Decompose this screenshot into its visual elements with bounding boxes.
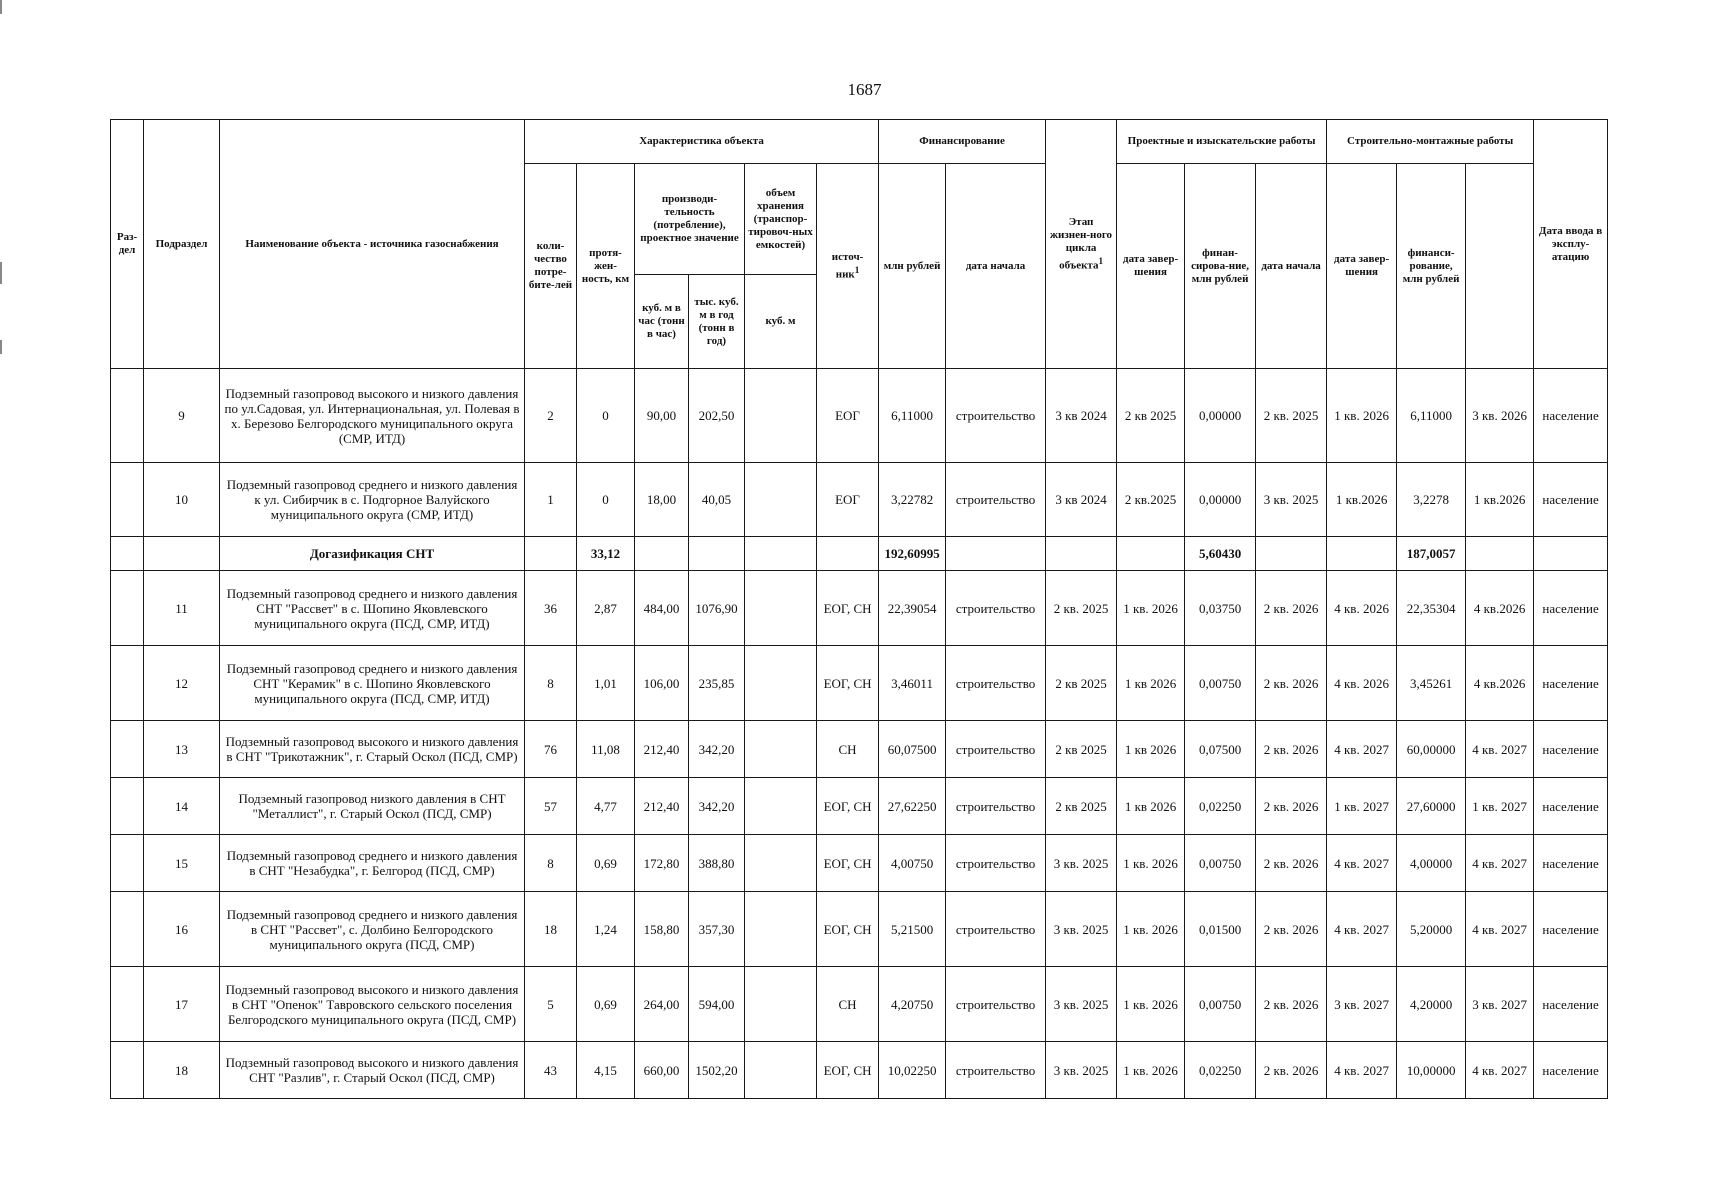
header-capacity: производи-тельность (потребление), проектное значение [635,164,745,275]
cell-object-name: Подземный газопровод среднего и низкого давления СНТ "Керамик" в с. Шопино Яковлевского муниципального округа (ПСД, СМР, ИТД) [220,646,525,721]
cell-podrazdel: 9 [144,369,220,463]
cell-source [817,537,879,571]
cell-consumer-count: 76 [525,721,577,778]
cell-razdel [111,537,144,571]
cell-podrazdel: 13 [144,721,220,778]
cell-razdel [111,571,144,646]
cell-podrazdel: 14 [144,778,220,835]
cell-razdel [111,369,144,463]
cell-length: 2,87 [577,571,635,646]
cell-stage: строительство [946,571,1046,646]
cell-razdel [111,721,144,778]
cell-storage [745,967,817,1042]
table-row [111,571,1608,646]
cell-design-start: 3 кв 2024 [1046,369,1117,463]
header-storage-unit: куб. м [745,275,817,369]
cell-capacity-hour: 172,80 [635,835,689,892]
cell-consumer-count: 18 [525,892,577,967]
cell-design-start: 3 кв. 2025 [1046,835,1117,892]
cell-construction-end [1327,537,1397,571]
table-body [111,369,1608,1099]
cell-capacity-year: 594,00 [689,967,745,1042]
cell-consumer-group: население [1534,369,1608,463]
cell-construction-financing: 27,60000 [1397,778,1466,835]
cell-financing-mln: 192,60995 [879,537,946,571]
cell-storage [745,1042,817,1099]
cell-construction-start: 2 кв. 2026 [1256,892,1327,967]
cell-source: ЕОГ [817,463,879,537]
cell-source: ЕОГ, СН [817,835,879,892]
cell-capacity-hour: 158,80 [635,892,689,967]
cell-consumer-group: население [1534,778,1608,835]
cell-razdel [111,835,144,892]
cell-object-name: Догазификация СНТ [220,537,525,571]
cell-storage [745,537,817,571]
cell-consumer-count: 8 [525,835,577,892]
header-construction-start: дата начала [1256,164,1327,369]
cell-capacity-year: 342,20 [689,721,745,778]
cell-consumer-group [1534,537,1608,571]
table-row [111,778,1608,835]
cell-capacity-hour: 212,40 [635,778,689,835]
cell-financing-mln: 27,62250 [879,778,946,835]
cell-podrazdel: 11 [144,571,220,646]
cell-object-name: Подземный газопровод среднего и низкого давления к ул. Сибирчик в с. Подгорное Валуйского муниципального округа (СМР, ИТД) [220,463,525,537]
cell-commission-date: 1 кв. 2027 [1466,778,1534,835]
cell-construction-start: 2 кв. 2026 [1256,778,1327,835]
header-design-financing: финан-сирова-ние, млн рублей [1185,164,1256,369]
cell-consumer-group: население [1534,721,1608,778]
header-razdel: Раз-дел [111,120,144,369]
cell-commission-date: 3 кв. 2027 [1466,967,1534,1042]
cell-design-financing: 0,00000 [1185,463,1256,537]
cell-object-name: Подземный газопровод высокого и низкого давления по ул.Садовая, ул. Интернациональная, ул. Полевая в х. Березово Белгородского муниципального округа (СМР, ИТД) [220,369,525,463]
cell-construction-financing: 22,35304 [1397,571,1466,646]
cell-financing-mln: 3,22782 [879,463,946,537]
cell-storage [745,369,817,463]
cell-design-financing: 5,60430 [1185,537,1256,571]
scan-edge-mark [0,0,2,14]
cell-design-financing: 0,00750 [1185,835,1256,892]
cell-source: ЕОГ, СН [817,892,879,967]
cell-construction-financing: 5,20000 [1397,892,1466,967]
cell-construction-start: 2 кв. 2026 [1256,646,1327,721]
cell-capacity-hour: 212,40 [635,721,689,778]
cell-construction-financing: 187,0057 [1397,537,1466,571]
cell-source: ЕОГ, СН [817,1042,879,1099]
cell-podrazdel: 17 [144,967,220,1042]
cell-object-name: Подземный газопровод высокого и низкого давления в СНТ "Опенок" Тавровского сельского поселения Белгородского муниципального округа (ПСД, СМР) [220,967,525,1042]
cell-design-end [1117,537,1185,571]
table-row [111,369,1608,463]
cell-construction-financing: 10,00000 [1397,1042,1466,1099]
cell-commission-date: 4 кв. 2027 [1466,892,1534,967]
cell-commission-date: 4 кв. 2027 [1466,721,1534,778]
cell-design-financing: 0,03750 [1185,571,1256,646]
cell-stage: строительство [946,463,1046,537]
cell-length: 4,77 [577,778,635,835]
cell-construction-start: 2 кв. 2026 [1256,721,1327,778]
gas-objects-table [110,119,1608,1099]
cell-object-name: Подземный газопровод среднего и низкого давления в СНТ "Незабудка", г. Белгород (ПСД, СМР) [220,835,525,892]
cell-capacity-year: 357,30 [689,892,745,967]
header-capacity-year: тыс. куб. м в год (тонн в год) [689,275,745,369]
cell-capacity-year: 388,80 [689,835,745,892]
cell-source: ЕОГ, СН [817,571,879,646]
cell-design-end: 1 кв. 2026 [1117,571,1185,646]
cell-source: ЕОГ, СН [817,778,879,835]
cell-capacity-hour: 484,00 [635,571,689,646]
scan-edge-mark [0,262,2,284]
cell-commission-date: 4 кв. 2027 [1466,1042,1534,1099]
cell-design-end: 1 кв. 2026 [1117,892,1185,967]
cell-construction-end: 4 кв. 2027 [1327,835,1397,892]
cell-stage: строительство [946,369,1046,463]
cell-consumer-group: население [1534,571,1608,646]
cell-razdel [111,778,144,835]
cell-consumer-count: 5 [525,967,577,1042]
cell-source: ЕОГ [817,369,879,463]
cell-construction-financing: 6,11000 [1397,369,1466,463]
cell-commission-date [1466,537,1534,571]
cell-capacity-year: 40,05 [689,463,745,537]
cell-length: 4,15 [577,1042,635,1099]
cell-razdel [111,463,144,537]
cell-podrazdel: 15 [144,835,220,892]
table-row [111,967,1608,1042]
cell-stage: строительство [946,892,1046,967]
header-design-end: дата завер-шения [1117,164,1185,369]
cell-storage [745,646,817,721]
cell-stage: строительство [946,778,1046,835]
cell-design-end: 1 кв. 2026 [1117,967,1185,1042]
cell-stage: строительство [946,967,1046,1042]
cell-design-end: 1 кв 2026 [1117,721,1185,778]
cell-capacity-year: 342,20 [689,778,745,835]
cell-consumer-count: 36 [525,571,577,646]
header-consumer-count: коли-чество потре-бите-лей [525,164,577,369]
cell-construction-financing: 4,20000 [1397,967,1466,1042]
cell-financing-mln: 5,21500 [879,892,946,967]
cell-financing-mln: 4,00750 [879,835,946,892]
cell-construction-start: 2 кв. 2026 [1256,967,1327,1042]
cell-consumer-count: 57 [525,778,577,835]
cell-storage [745,892,817,967]
cell-consumer-group: население [1534,892,1608,967]
cell-razdel [111,892,144,967]
cell-razdel [111,1042,144,1099]
cell-storage [745,778,817,835]
cell-consumer-count [525,537,577,571]
cell-commission-date: 4 кв. 2027 [1466,835,1534,892]
cell-stage: строительство [946,646,1046,721]
header-commission-date: Дата ввода в эксплу-атацию [1534,120,1608,369]
cell-design-start: 3 кв. 2025 [1046,967,1117,1042]
cell-storage [745,835,817,892]
cell-financing-mln: 22,39054 [879,571,946,646]
cell-object-name: Подземный газопровод высокого и низкого давления в СНТ "Трикотажник", г. Старый Оскол (ПСД, СМР) [220,721,525,778]
cell-length: 1,01 [577,646,635,721]
cell-capacity-year: 235,85 [689,646,745,721]
cell-consumer-count: 1 [525,463,577,537]
cell-commission-date: 4 кв.2026 [1466,571,1534,646]
cell-commission-date: 4 кв.2026 [1466,646,1534,721]
scan-edge-mark [0,340,2,354]
cell-capacity-hour: 90,00 [635,369,689,463]
cell-construction-end: 4 кв. 2027 [1327,721,1397,778]
cell-length: 0 [577,463,635,537]
cell-design-financing: 0,00750 [1185,646,1256,721]
cell-stage: строительство [946,721,1046,778]
cell-object-name: Подземный газопровод среднего и низкого давления СНТ "Рассвет" в с. Шопино Яковлевского муниципального округа (ПСД, СМР, ИТД) [220,571,525,646]
cell-financing-mln: 60,07500 [879,721,946,778]
header-construction-financing: финанси-рование, млн рублей [1397,164,1466,369]
cell-stage: строительство [946,1042,1046,1099]
cell-podrazdel [144,537,220,571]
table-row [111,646,1608,721]
header-construction-works: Строительно-монтажные работы [1327,120,1534,164]
cell-construction-start: 2 кв. 2025 [1256,369,1327,463]
header-construction-end: дата завер-шения [1327,164,1397,369]
cell-commission-date: 3 кв. 2026 [1466,369,1534,463]
cell-construction-start [1256,537,1327,571]
cell-construction-end: 1 кв.2026 [1327,463,1397,537]
cell-stage: строительство [946,835,1046,892]
header-storage: объем хранения (транспор-тировоч-ных емкостей) [745,164,817,275]
cell-construction-start: 2 кв. 2026 [1256,835,1327,892]
cell-construction-end: 4 кв. 2026 [1327,646,1397,721]
cell-capacity-hour [635,537,689,571]
cell-consumer-group: население [1534,835,1608,892]
table-row [111,721,1608,778]
cell-design-financing: 0,01500 [1185,892,1256,967]
cell-source: СН [817,721,879,778]
cell-design-start: 3 кв. 2025 [1046,892,1117,967]
cell-design-start: 2 кв 2025 [1046,646,1117,721]
cell-construction-end: 4 кв. 2027 [1327,892,1397,967]
cell-financing-mln: 3,46011 [879,646,946,721]
header-design-start: дата начала [946,164,1046,369]
cell-construction-financing: 4,00000 [1397,835,1466,892]
table-row [111,1042,1608,1099]
cell-construction-end: 1 кв. 2026 [1327,369,1397,463]
header-source: источ-ник$^1$ [817,164,879,369]
cell-financing-mln: 4,20750 [879,967,946,1042]
cell-capacity-hour: 18,00 [635,463,689,537]
cell-consumer-group: население [1534,1042,1608,1099]
cell-design-end: 2 кв 2025 [1117,369,1185,463]
cell-length: 33,12 [577,537,635,571]
cell-construction-start: 2 кв. 2026 [1256,571,1327,646]
cell-podrazdel: 18 [144,1042,220,1099]
cell-storage [745,463,817,537]
cell-capacity-hour: 660,00 [635,1042,689,1099]
cell-consumer-group: население [1534,463,1608,537]
cell-construction-start: 2 кв. 2026 [1256,1042,1327,1099]
cell-design-end: 1 кв. 2026 [1117,1042,1185,1099]
cell-podrazdel: 16 [144,892,220,967]
cell-design-financing: 0,02250 [1185,778,1256,835]
cell-construction-end: 3 кв. 2027 [1327,967,1397,1042]
cell-length: 0 [577,369,635,463]
cell-commission-date: 1 кв.2026 [1466,463,1534,537]
cell-razdel [111,646,144,721]
cell-length: 11,08 [577,721,635,778]
cell-construction-financing: 60,00000 [1397,721,1466,778]
table-header [111,120,1608,369]
cell-design-financing: 0,00000 [1185,369,1256,463]
cell-length: 0,69 [577,835,635,892]
cell-length: 0,69 [577,967,635,1042]
cell-storage [745,571,817,646]
cell-financing-mln: 10,02250 [879,1042,946,1099]
page-number: 1687 [847,80,882,99]
header-length: протя-жен-ность, км [577,164,635,369]
cell-podrazdel: 12 [144,646,220,721]
cell-storage [745,721,817,778]
cell-design-end: 1 кв 2026 [1117,778,1185,835]
cell-design-financing: 0,02250 [1185,1042,1256,1099]
cell-design-start: 3 кв 2024 [1046,463,1117,537]
cell-design-end: 2 кв.2025 [1117,463,1185,537]
header-name: Наименование объекта - источника газоснабжения [220,120,525,369]
header-podrazdel: Подраздел [144,120,220,369]
cell-object-name: Подземный газопровод среднего и низкого давления в СНТ "Рассвет", с. Долбино Белгородского муниципального округа (ПСД, СМР) [220,892,525,967]
header-design-works: Проектные и изыскательские работы [1117,120,1327,164]
cell-consumer-count: 2 [525,369,577,463]
cell-construction-financing: 3,45261 [1397,646,1466,721]
cell-capacity-year: 202,50 [689,369,745,463]
cell-object-name: Подземный газопровод высокого и низкого давления СНТ "Разлив", г. Старый Оскол (ПСД, СМР) [220,1042,525,1099]
header-capacity-hour: куб. м в час (тонн в час) [635,275,689,369]
table-row [111,463,1608,537]
cell-length: 1,24 [577,892,635,967]
cell-capacity-year: 1076,90 [689,571,745,646]
cell-capacity-hour: 106,00 [635,646,689,721]
group-row [111,537,1608,571]
cell-stage [946,537,1046,571]
header-financing-mln: млн рублей [879,164,946,369]
cell-razdel [111,967,144,1042]
cell-design-end: 1 кв 2026 [1117,646,1185,721]
cell-design-start: 3 кв. 2025 [1046,1042,1117,1099]
cell-design-financing: 0,07500 [1185,721,1256,778]
cell-podrazdel: 10 [144,463,220,537]
cell-consumer-group: население [1534,646,1608,721]
cell-consumer-group: население [1534,967,1608,1042]
cell-financing-mln: 6,11000 [879,369,946,463]
cell-design-start: 2 кв 2025 [1046,721,1117,778]
header-stage: Этап жизнен-ного цикла объекта$^1$ [1046,120,1117,369]
cell-capacity-year [689,537,745,571]
cell-design-financing: 0,00750 [1185,967,1256,1042]
cell-design-start [1046,537,1117,571]
cell-consumer-count: 8 [525,646,577,721]
cell-capacity-hour: 264,00 [635,967,689,1042]
cell-capacity-year: 1502,20 [689,1042,745,1099]
cell-construction-end: 1 кв. 2027 [1327,778,1397,835]
cell-design-start: 2 кв. 2025 [1046,571,1117,646]
cell-design-end: 1 кв. 2026 [1117,835,1185,892]
header-object-characteristics: Характеристика объекта [525,120,879,164]
cell-construction-start: 3 кв. 2025 [1256,463,1327,537]
cell-construction-financing: 3,2278 [1397,463,1466,537]
table-row [111,892,1608,967]
table-row [111,835,1608,892]
cell-source: СН [817,967,879,1042]
cell-consumer-count: 43 [525,1042,577,1099]
cell-source: ЕОГ, СН [817,646,879,721]
cell-object-name: Подземный газопровод низкого давления в СНТ "Металлист", г. Старый Оскол (ПСД, СМР) [220,778,525,835]
cell-design-start: 2 кв 2025 [1046,778,1117,835]
cell-construction-end: 4 кв. 2027 [1327,1042,1397,1099]
cell-construction-end: 4 кв. 2026 [1327,571,1397,646]
header-financing: Финансирование [879,120,1046,164]
